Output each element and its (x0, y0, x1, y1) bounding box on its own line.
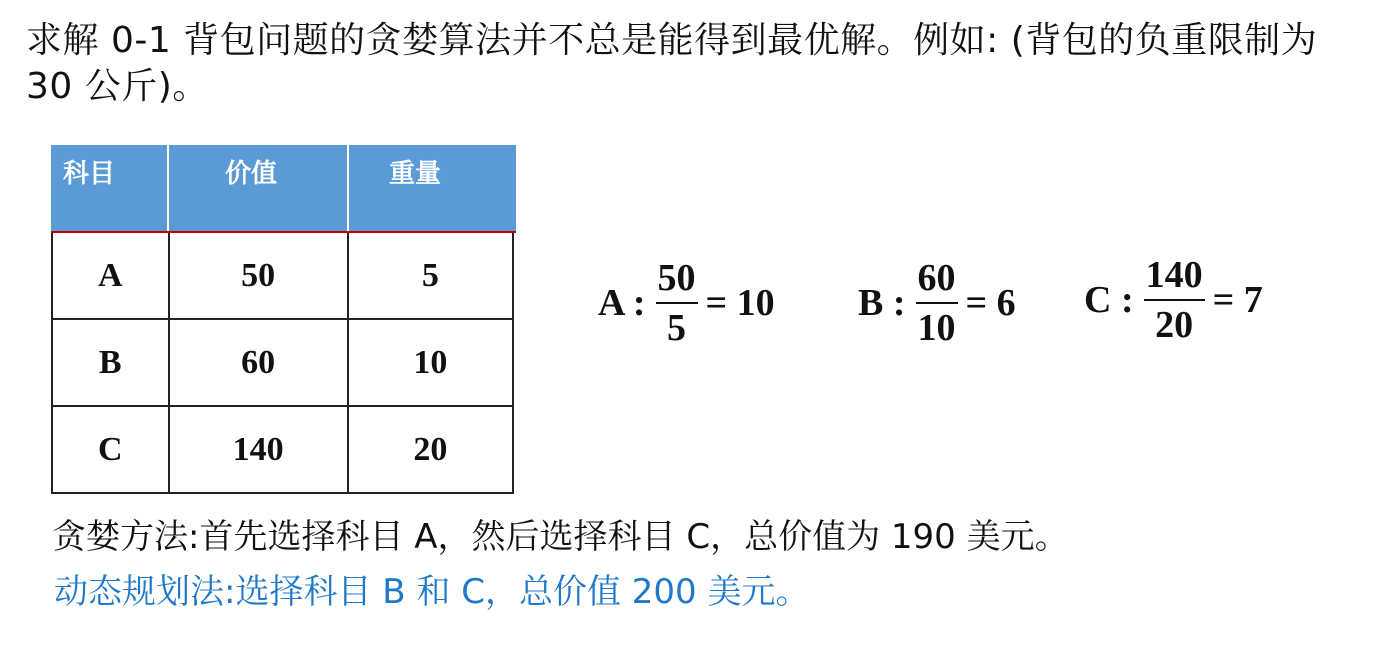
greedy-method-text: 贪婪方法:首先选择科目 A，然后选择科目 C，总价值为 190 美元。 (52, 517, 1069, 557)
fraction (916, 258, 958, 348)
formula-result: = 6 (965, 282, 1016, 324)
formula-label: B : (858, 282, 906, 324)
header-value: 价值 (169, 145, 349, 231)
cell-subject: B (53, 320, 170, 405)
cell-weight: 10 (413, 343, 448, 381)
fraction-numerator: 60 (916, 258, 958, 304)
header-subject: 科目 (51, 145, 169, 231)
header-weight: 重量 (389, 159, 442, 189)
fraction-denominator: 20 (1155, 304, 1194, 346)
fraction-denominator: 5 (667, 307, 686, 349)
ratio-formula-c (1084, 255, 1263, 345)
cell-weight: 20 (413, 430, 448, 468)
cell-value: 60 (170, 320, 349, 405)
ratio-formula-b (858, 258, 1016, 348)
fraction-numerator: 140 (1144, 255, 1205, 301)
cell-value: 140 (170, 407, 349, 492)
knapsack-table (51, 145, 516, 494)
cell-subject: A (53, 233, 170, 318)
table-row (53, 318, 512, 405)
table-row (53, 233, 512, 318)
cell-weight: 5 (421, 256, 439, 294)
table-header (51, 145, 516, 233)
formula-label: C : (1084, 279, 1134, 321)
formula-result: = 7 (1212, 279, 1263, 321)
table-row (53, 405, 512, 492)
fraction (1144, 255, 1205, 345)
formula-result: = 10 (705, 282, 775, 324)
ratio-formula-a (598, 258, 775, 348)
fraction-numerator: 50 (656, 258, 698, 304)
cell-subject: C (53, 407, 170, 492)
dynamic-programming-text: 动态规划法:选择科目 B 和 C，总价值 200 美元。 (54, 572, 810, 612)
formula-label: A : (598, 282, 646, 324)
cell-value: 50 (170, 233, 349, 318)
fraction-denominator: 10 (917, 307, 956, 349)
fraction (656, 258, 698, 348)
problem-statement: 求解 0-1 背包问题的贪婪算法并不总是能得到最优解。例如: (背包的负重限制为 30 公斤)。 (26, 20, 1318, 107)
table-body (51, 233, 514, 494)
